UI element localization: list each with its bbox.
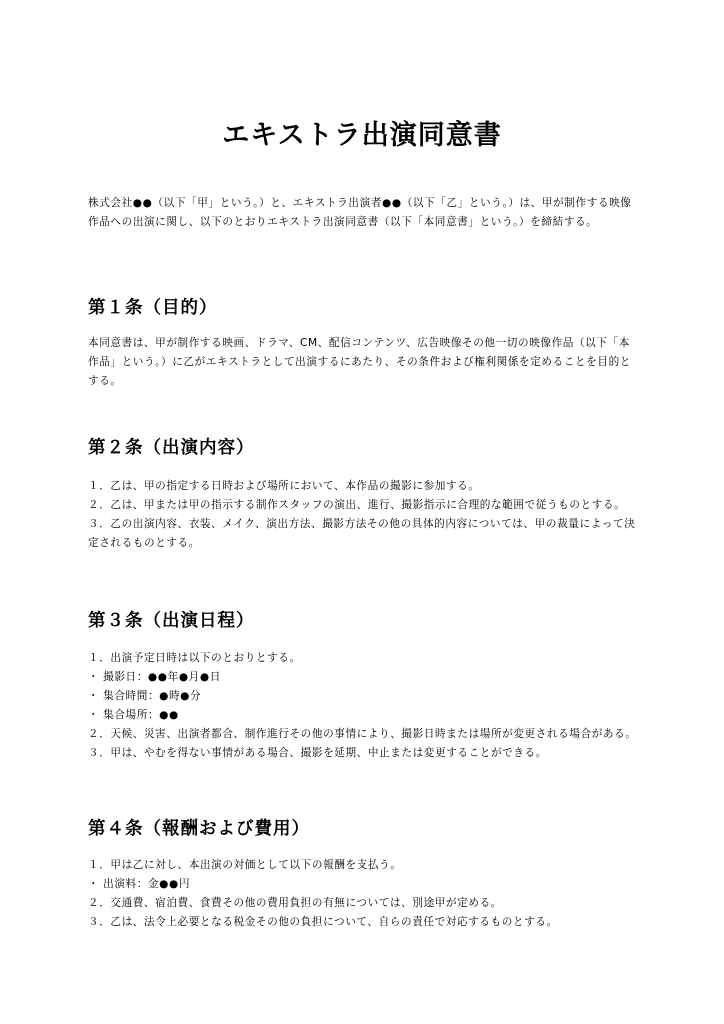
article-line: ２．乙は、甲または甲の指示する制作スタッフの演出、進行、撮影指示に合理的な範囲で従うものとする。 xyxy=(88,499,626,511)
article-line: ３．甲は、やむを得ない事情がある場合、撮影を延期、中止または変更することができる。 xyxy=(88,747,547,759)
article-body xyxy=(88,856,640,932)
article-3 xyxy=(88,609,640,763)
article-line: ３．乙は、法令上必要となる税金その他の負担について、自らの責任で対応するものとする。 xyxy=(88,916,558,928)
article-line: ２．交通費、宿泊費、食費その他の費用負担の有無については、別途甲が定める。 xyxy=(88,897,502,909)
article-1 xyxy=(88,296,640,391)
article-heading: 第１条（目的） xyxy=(88,298,218,318)
article-body xyxy=(88,334,640,391)
bullet-item: ・ 撮影日：●●年●月●日 xyxy=(88,671,221,683)
article-line: ２．天候、災害、出演者都合、制作進行その他の事情により、撮影日時または場所が変更される場合がある。 xyxy=(88,728,637,740)
article-heading: 第２条（出演内容） xyxy=(88,438,255,458)
bullet-item: ・ 集合時間：●時●分 xyxy=(88,690,202,702)
article-2 xyxy=(88,436,640,553)
article-heading: 第３条（出演日程） xyxy=(88,611,255,631)
bullet-item: ・ 集合場所：●● xyxy=(88,709,179,721)
article-body xyxy=(88,477,640,553)
article-heading: 第４条（報酬および費用） xyxy=(88,819,310,839)
article-line: １．甲は乙に対し、本出演の対価として以下の報酬を支払う。 xyxy=(88,859,402,871)
article-line: １．乙は、甲の指定する日時および場所において、本作品の撮影に参加する。 xyxy=(88,480,480,492)
article-line: 本同意書は、甲が制作する映画、ドラマ、CM、配信コンテンツ、広告映像その他一切の映像作品（以下「本作品」という。）に乙がエキストラとして出演するにあたり、その条件および権利関係を定めることを目的とする。 xyxy=(88,337,631,387)
article-line: １．出演予定日時は以下のとおりとする。 xyxy=(88,652,301,664)
article-line: ３．乙の出演内容、衣装、メイク、演出方法、撮影方法その他の具体的内容については、甲の裁量によって決定されるものとする。 xyxy=(88,518,636,549)
article-body xyxy=(88,649,640,763)
document-title: エキストラ出演同意書 xyxy=(222,120,502,151)
intro-paragraph: 株式会社●●（以下「甲」という。）と、エキストラ出演者●●（以下「乙」という。）は、甲が制作する映像作品への出演に関し、以下のとおりエキストラ出演同意書（以下「本同意書」という。）を締結する。 xyxy=(88,197,632,228)
bullet-item: ・ 出演料：金●●円 xyxy=(88,878,191,890)
article-4 xyxy=(88,817,640,932)
